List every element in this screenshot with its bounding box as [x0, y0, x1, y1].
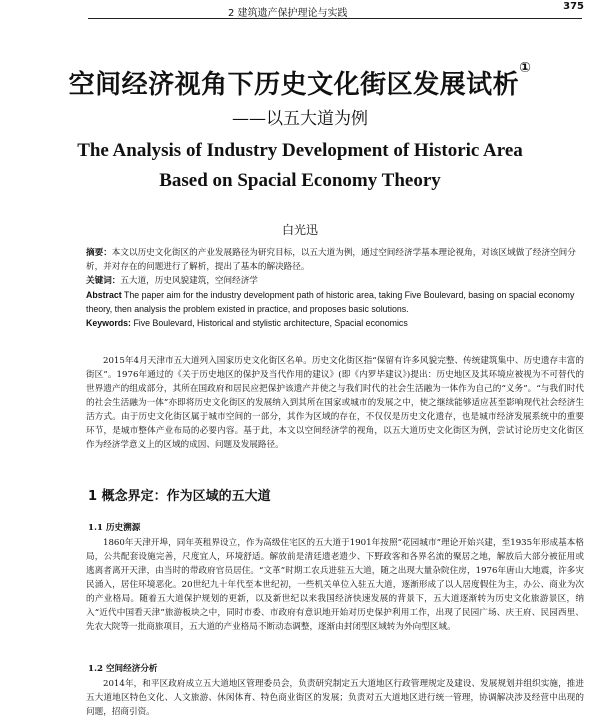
abstract-en-text: The paper aim for the industry development path of historic area, taking Five Boulevard, basing on spacial economy theory, then analysis the problem existed in practice, and proposes basic solutions.: [86, 290, 575, 314]
subsection-heading-1-1: 1.1 历史溯源: [88, 523, 141, 533]
abstract-cn-label: 摘要：: [86, 248, 112, 258]
author-name: 白光迅: [281, 223, 318, 237]
intro-paragraph: 2015年4月天津市五大道列入国家历史文化街区名单。历史文化街区指“保留有许多风貌完整、传统建筑集中、历史遗存丰富的街区”。1976年通过的《关于历史地区的保护及当代作用的建议》(即《内罗毕建议》)提出：历史地区及其环境应被视为不可替代的世界遗产的组成部分，其所在国政府和居民应把保护该遗产并使之与我们时代的社会生活融为一体作为自己的“义务”。“与我们时代的社会生活融为一体”亦即将历史文化街区的发展纳入到其所在国家或城市的发展之中，使之继续能够适应甚至影响现代社会经济生活方式。由于历史文化街区属于城市空间的一部分，其作为区域的存在，不仅仅是历史文化遗存，也是城市经济发展系统中的重要环节，是城市整体产业布局的必要内容。基于此，本文以空间经济学的视角，以五大道历史文化街区为例，尝试讨论历史文化街区作为经济学意义上的区域的成因、问题及发展路径。: [86, 356, 584, 450]
paragraph-history: 1860年天津开埠，同年英租界设立，作为高级住宅区的五大道于1901年按照“花园城市”理论开始兴建，至1935年形成基本格局，公共配套设施完善，尺度宜人，环境舒适。解放前是清廷遗老遗少、下野政客和各界名流的聚居之地，解放后大部分被征用或逃离者离开天津，由当时的带政府官员居住。“文革”时期工农兵进驻五大道，随之出现大量杂院住房，1976年唐山大地震，许多灾民涌入，居住环境恶化。20世纪九十年代至本世纪初，一些机关单位入驻五大道，逐渐形成了以人居度假住为主，办公、商业为次的产业格局。随着五大道保护规划的更新，以及新世纪以来我国经济快速发展的背景下，五大道逐渐转为历史文化旅游景区，纳入“近代中国看天津”旅游板块之中，同时市委、市政府有意识地开始对历史保护利用工作，出现了民园广场、庆王府、民园西里、先农大院等一批商旅项目，五大道的产业格局不断动态调整，逐渐由封闭型区域转为外向型区域。: [86, 538, 584, 632]
running-header: [88, 2, 582, 19]
keywords-en-text: Five Boulevard, Historical and stylistic architecture, Spacial economics: [133, 318, 408, 328]
keywords-chinese: [86, 274, 584, 288]
running-title: 2 建筑遗产保护理论与实践: [228, 8, 348, 19]
english-title-line-2: Based on Spacial Economy Theory: [159, 170, 441, 191]
english-title-line-1: The Analysis of Industry Development of Historic Area: [77, 140, 523, 161]
keywords-english: [86, 316, 584, 330]
chinese-title-text: 空间经济视角下历史文化街区发展试析: [68, 70, 520, 100]
abstract-cn-text: 本文以历史文化街区的产业发展路径为研究目标，以五大道为例，通过空间经济学基本理论视角，对该区域做了经济空间分析，并对存在的问题进行了解析，提出了基本的解决路径。: [86, 248, 576, 272]
keywords-cn-text: 五大道，历史风貌建筑，空间经济学: [120, 276, 258, 286]
abstract-en-label: Abstract: [86, 290, 122, 300]
abstract-chinese: [86, 246, 584, 274]
chinese-subtitle: ——以五大道为例: [232, 109, 368, 129]
page-number: 375: [563, 1, 584, 12]
paragraph-spatial-economy: 2014年，和平区政府成立五大道地区管理委员会，负责研究制定五大道地区行政管理规定及建设、发展规划并组织实施，推进五大道地区特色文化、人文旅游、休闲体育、特色商业街区的发展；负责对五大道地区进行统一管理，协调解决涉及经营中出现的问题，招商引资。: [86, 679, 584, 717]
subsection-heading-1-2: 1.2 空间经济分析: [88, 664, 158, 674]
keywords-en-label: Keywords:: [86, 318, 131, 328]
section-heading: 1 概念界定：作为区域的五大道: [88, 489, 271, 504]
footnote-mark: ①: [519, 60, 532, 76]
keywords-cn-label: 关键词：: [86, 276, 121, 286]
abstract-english: [86, 288, 584, 316]
chinese-title: [0, 60, 600, 101]
